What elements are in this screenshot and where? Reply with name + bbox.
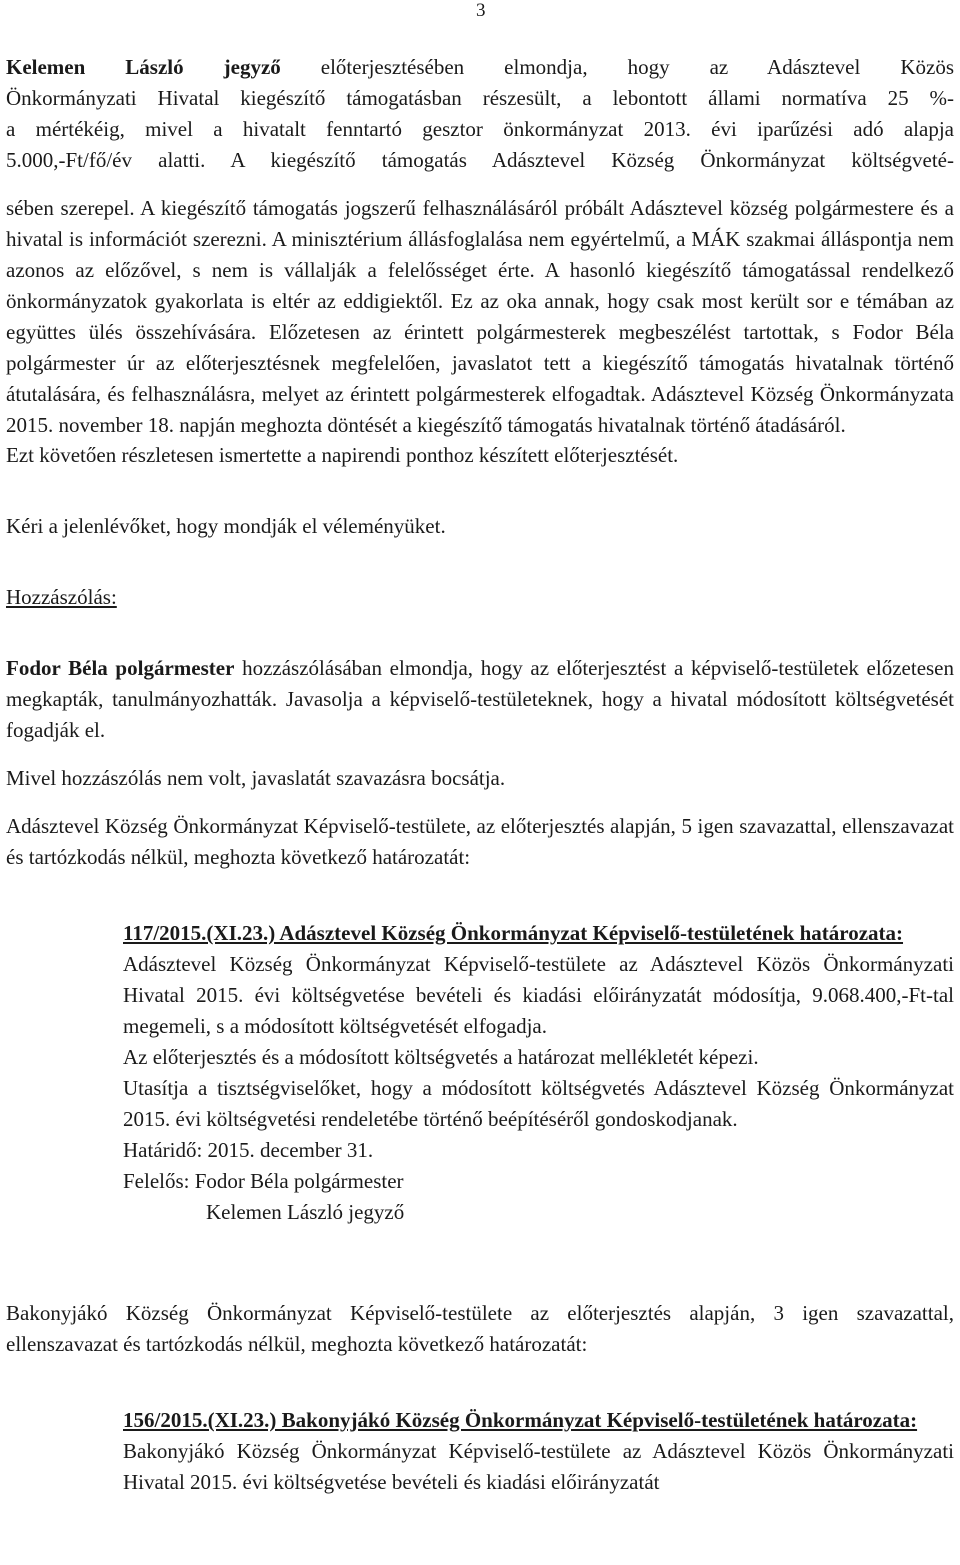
resolution-1-responsible-2: Kelemen László jegyző bbox=[206, 1200, 405, 1224]
resolution-2 bbox=[123, 1405, 954, 1498]
paragraph-presentation: Ezt követően részletesen ismertette a napirendi ponthoz készített előterjesztését. bbox=[6, 443, 679, 467]
resolution-1-body: Adásztevel Község Önkormányzat Képviselő-testülete az Adásztevel Közös Önkormányzati Hivatal 2015. évi költségvetése bevételi és kiadási előirányzatát módosítja, 9.068.400,-Ft-tal megemeli, s a módosított költségvetését elfogadja. bbox=[123, 952, 954, 1038]
resolution-2-body: Bakonyjákó Község Önkormányzat Képviselő-testülete az Adásztevel Közös Önkormányzati Hivatal 2015. évi költségvetése bevételi és kiadási előirányzatát bbox=[123, 1439, 954, 1494]
intro-line-2: Önkormányzati Hivatal kiegészítő támogatásban részesült, a lebontott állami normatíva 25 %- bbox=[6, 86, 954, 110]
resolution-1-attachment: Az előterjesztés és a módosított költségvetés a határozat mellékletét képezi. bbox=[123, 1045, 759, 1069]
resolution-1-responsible: Felelős: Fodor Béla polgármester bbox=[123, 1169, 404, 1193]
resolution-1 bbox=[123, 918, 954, 1228]
document-body bbox=[6, 52, 954, 1498]
vote-result-2: Bakonyjákó Község Önkormányzat Képviselő-testülete az előterjesztés alapján, 3 igen szavazattal, ellenszavazat és tartózkodás nélkül, meghozta következő határozatát: bbox=[6, 1301, 954, 1356]
paragraph-request: Kéri a jelenlévőket, hogy mondják el véleményüket. bbox=[6, 514, 446, 538]
vote-result-1: Adásztevel Község Önkormányzat Képviselő-testülete, az előterjesztés alapján, 5 igen szavazattal, ellenszavazat és tartózkodás nélkül, meghozta következő határozatát: bbox=[6, 814, 954, 869]
paragraph-vote-call: Mivel hozzászólás nem volt, javaslatát szavazásra bocsátja. bbox=[6, 766, 506, 790]
paragraph-intro bbox=[6, 52, 954, 176]
paragraph-comment: Fodor Béla polgármester hozzászólásában elmondja, hogy az előterjesztést a képviselő-testületek előzetesen megkapták, tanulmányozhatták. Javasolja a képviselő-testületeknek, hogy a hivatal módosított költségvetését fogadják el. bbox=[6, 656, 955, 742]
resolution-1-title: 117/2015.(XI.23.) Adásztevel Község Önkormányzat Képviselő-testületének határozata: bbox=[123, 921, 904, 945]
page-number: 3 bbox=[476, 0, 486, 21]
intro-line-4: 5.000,-Ft/fő/év alatti. A kiegészítő támogatás Adásztevel Község Önkormányzat költségveté- bbox=[6, 148, 954, 172]
resolution-1-instruction: Utasítja a tisztségviselőket, hogy a módosított költségvetés Adásztevel Község Önkormányzat 2015. évi költségvetési rendeletébe történő beépítéséről gondoskodjanak. bbox=[123, 1076, 954, 1131]
commenter-name: Fodor Béla polgármester bbox=[6, 656, 235, 680]
intro-line-3: a mértékéig, mivel a hivatalt fenntartó gesztor önkormányzat 2013. évi iparűzési adó alapja bbox=[6, 117, 954, 141]
resolution-1-deadline: Határidő: 2015. december 31. bbox=[123, 1138, 374, 1162]
resolution-2-title: 156/2015.(XI.23.) Bakonyjákó Község Önkormányzat Képviselő-testületének határozata: bbox=[123, 1408, 918, 1432]
comments-heading: Hozzászólás: bbox=[6, 585, 117, 609]
intro-line-1: Kelemen László jegyző előterjesztésében elmondja, hogy az Adásztevel Közös bbox=[6, 55, 954, 79]
speaker-name: Kelemen László jegyző bbox=[6, 55, 281, 79]
paragraph-details: sében szerepel. A kiegészítő támogatás jogszerű felhasználásáról próbált Adásztevel község polgármestere és a hivatal is információt szerezni. A minisztérium állásfoglalása nem egyértelmű, a MÁK szakmai álláspontja nem azonos az előzővel, s nem is vállalják a felelősséget érte. A hasonló kiegészítő támogatással rendelkező önkormányzatok gyakorlata is eltér az eddigiektől. Ez az oka annak, hogy csak most került sor e témában az együttes ülés összehívására. Előzetesen az érintett polgármesterek megbeszélést tartottak, s Fodor Béla polgármester úr az előterjesztésnek megfelelően, javaslatot tett a kiegészítő támogatás hivatalnak történő átutalására, és felhasználásra, melyet az érintett polgármesterek elfogadtak. Adásztevel Község Önkormányzata 2015. november 18. napján meghozta döntését a kiegészítő támogatás hivatalnak történő átadásáról. bbox=[6, 196, 954, 437]
